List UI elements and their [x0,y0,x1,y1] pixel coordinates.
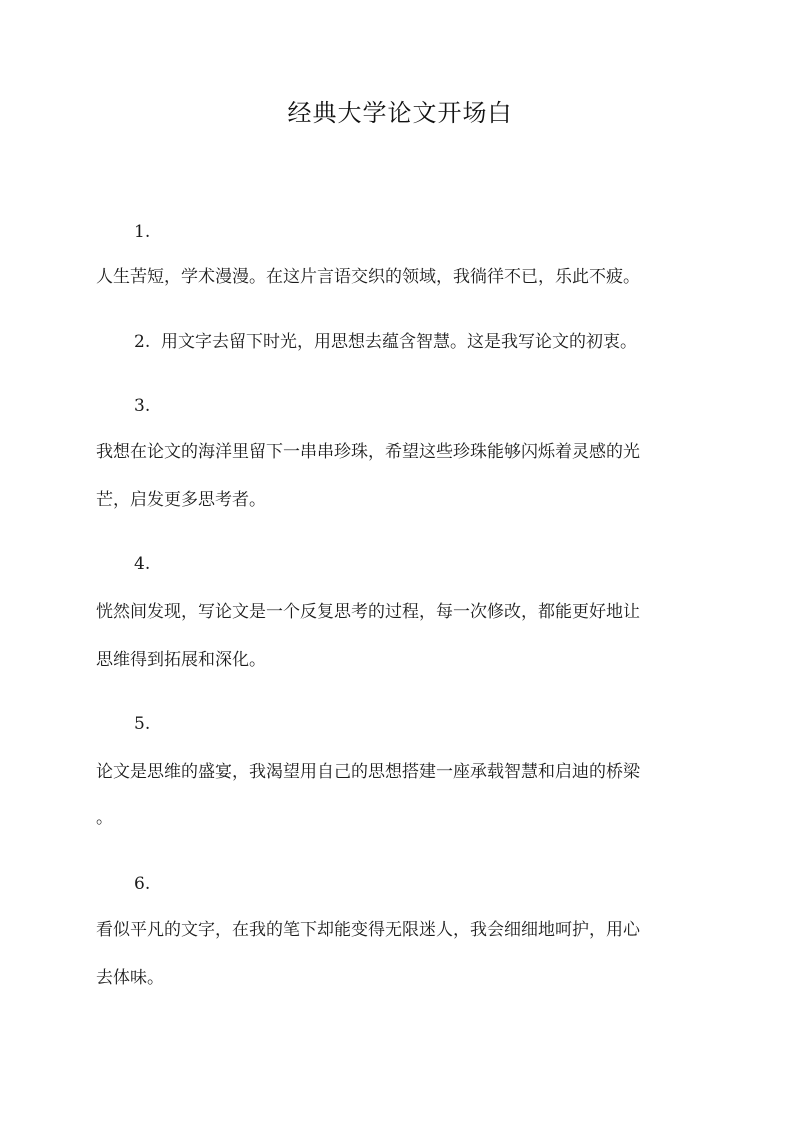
item-number-3: 3. [134,396,151,416]
item-6-line-2: 去体味。 [96,968,164,988]
item-5-line-1: 论文是思维的盛宴，我渴望用自己的思想搭建一座承载智慧和启迪的桥梁 [96,762,640,782]
item-2-text: 用文字去留下时光，用思想去蕴含智慧。这是我写论文的初衷。 [161,332,638,352]
item-number-5: 5. [134,714,151,734]
item-number-1: 1. [134,222,151,242]
item-4-line-1: 恍然间发现，写论文是一个反复思考的过程，每一次修改，都能更好地让 [96,602,640,622]
document-title: 经典大学论文开场白 [287,99,513,127]
item-3-line-2: 芒，启发更多思考者。 [96,490,266,510]
item-number-2: 2. [134,332,151,352]
item-number-4: 4. [134,554,151,574]
item-4-line-2: 思维得到拓展和深化。 [96,650,266,670]
item-6-line-1: 看似平凡的文字，在我的笔下却能变得无限迷人，我会细细地呵护，用心 [96,920,640,940]
item-1-line-1: 人生苦短，学术漫漫。在这片言语交织的领域，我徜徉不已，乐此不疲。 [96,267,640,287]
item-5-line-2: 。 [96,808,113,828]
item-2 [134,330,637,354]
item-number-6: 6. [134,874,151,894]
item-3-line-1: 我想在论文的海洋里留下一串串珍珠，希望这些珍珠能够闪烁着灵感的光 [96,442,640,462]
